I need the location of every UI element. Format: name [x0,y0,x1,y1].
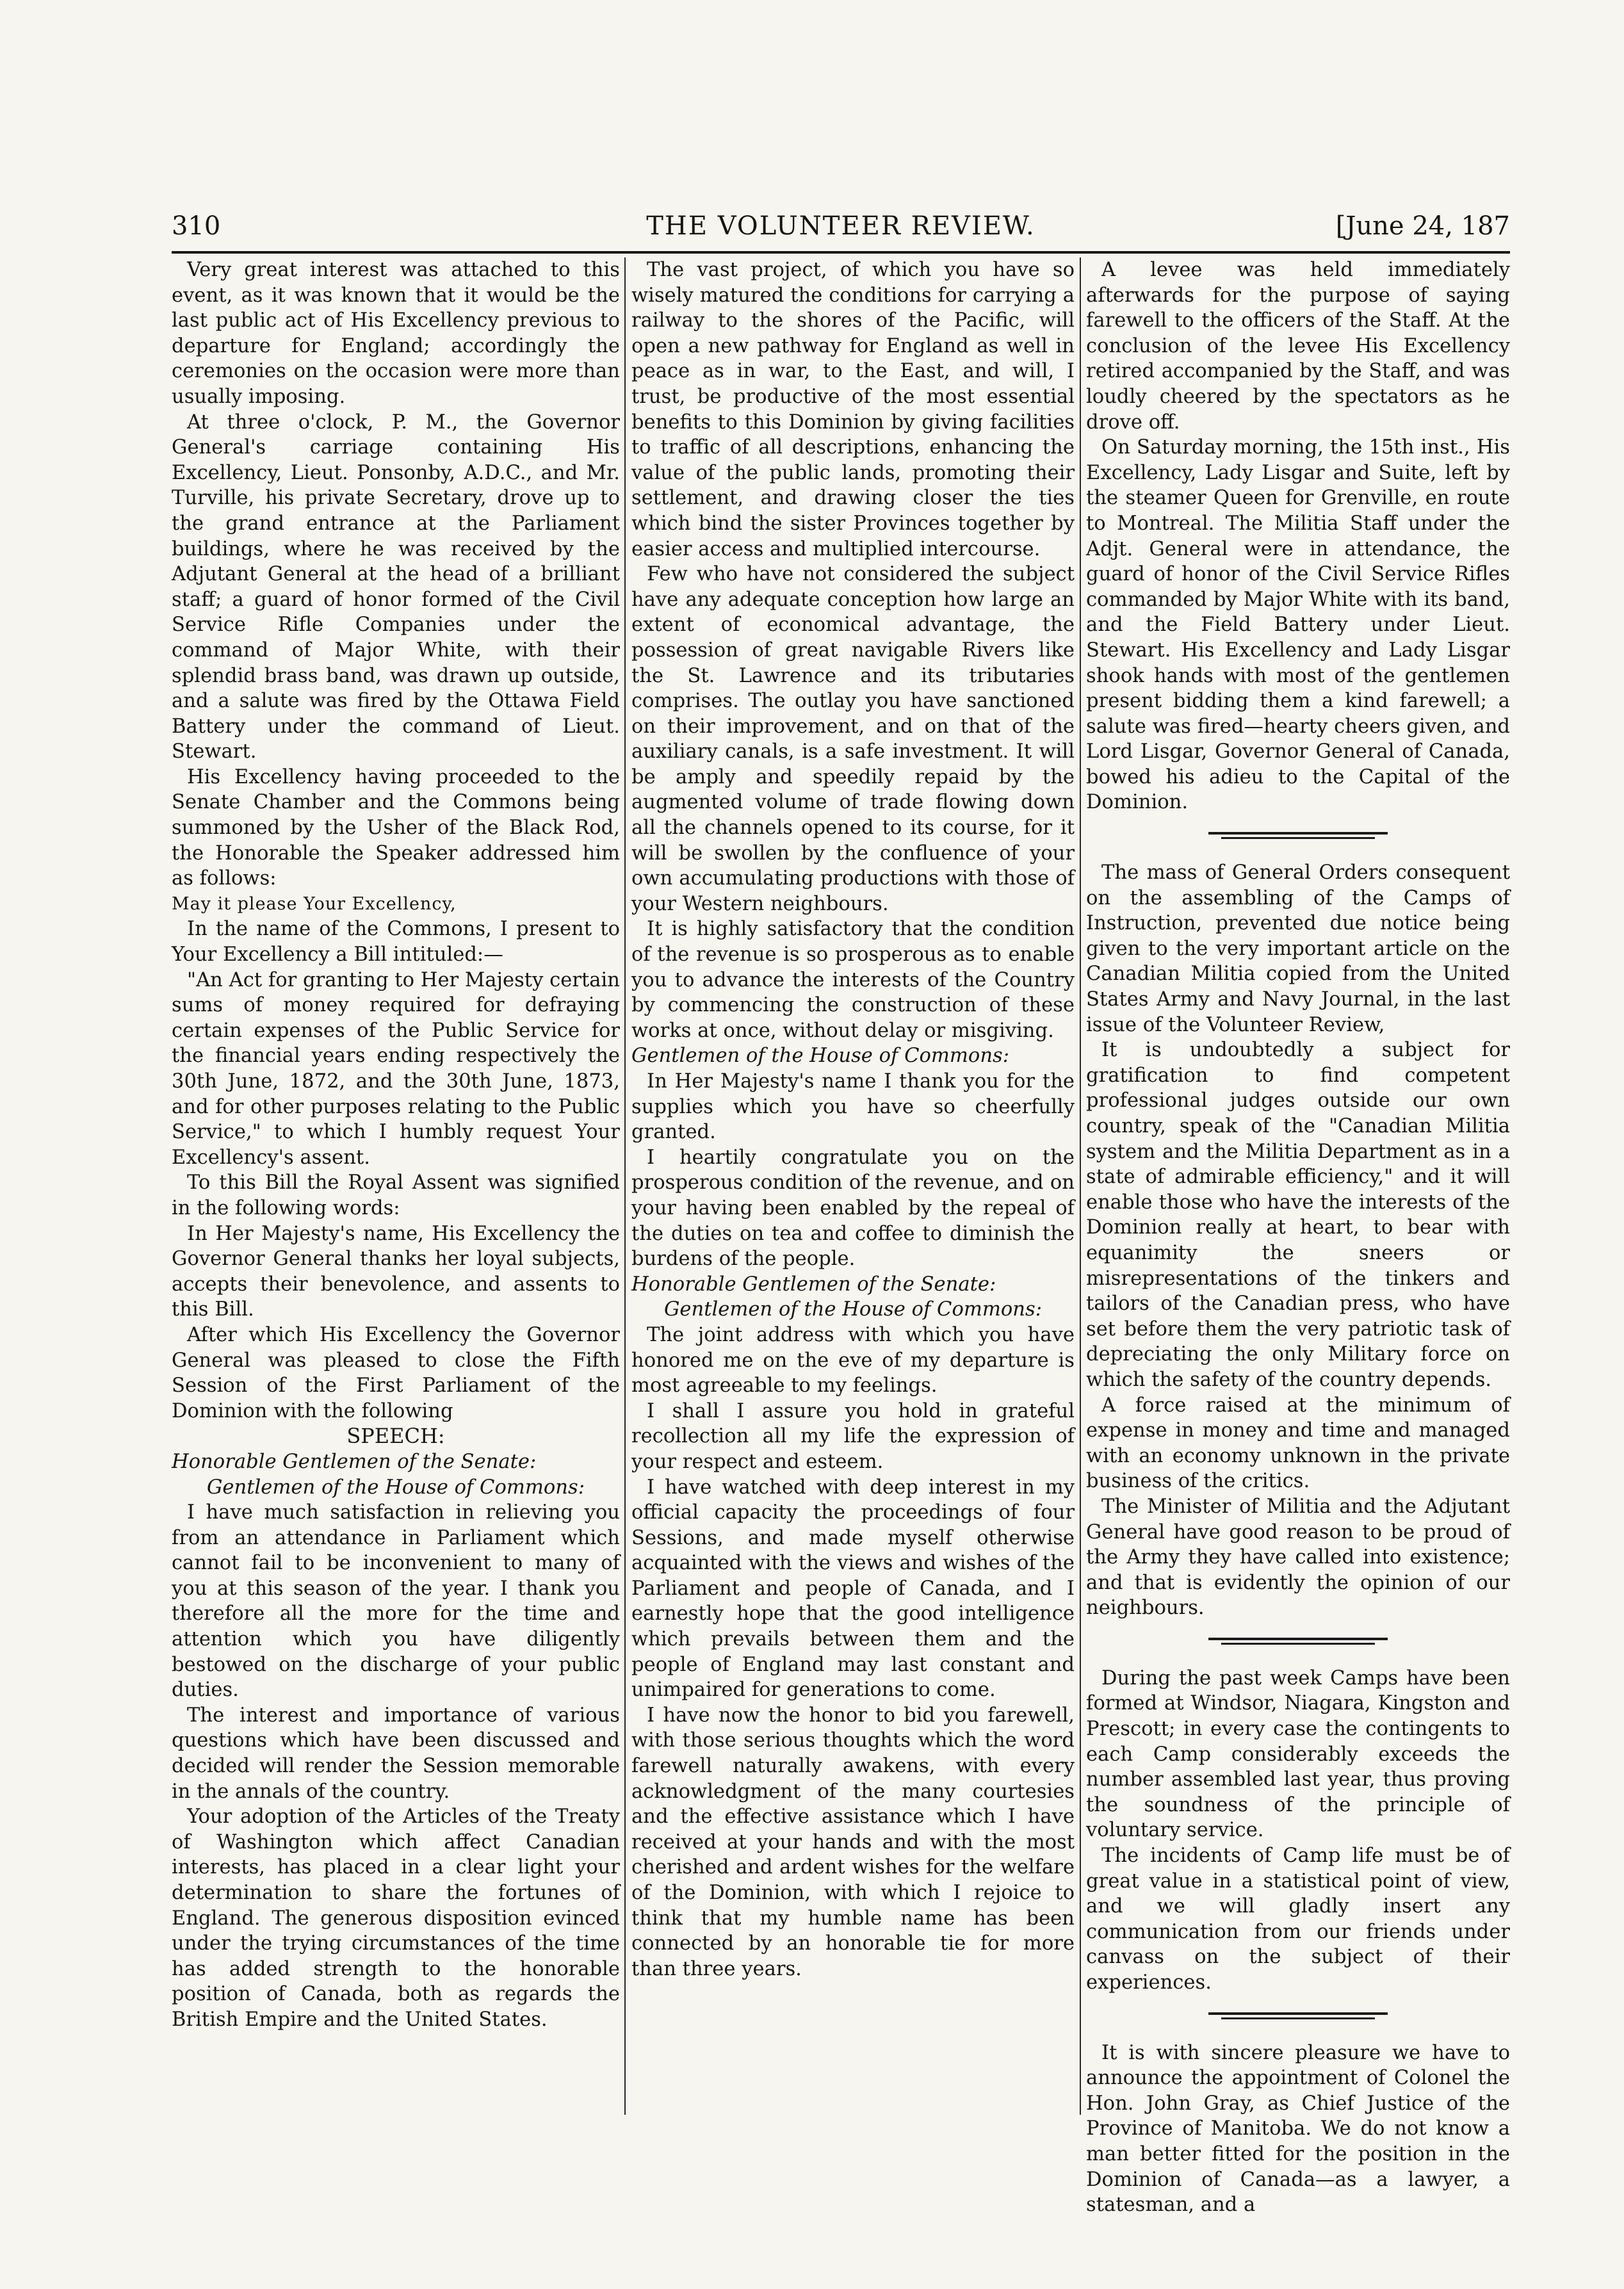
issue-date: [June 24, 187 [1335,211,1510,241]
paragraph: It is highly satisfactory that the condition of the revenue is so prosperous as to enable you to advance the interests of the Country by commencing the construction of these works at once, without delay or misgiving. [631,918,1075,1042]
paragraph: At three o'clock, P. M., the Governor General's carriage containing His Excellency, Lieut. Ponsonby, A.D.C., and Mr. Turville, his private Secretary, drove up to the grand entrance at the Parliament buildings, where he was received by the Adjutant General at the head of a brilliant staff; a guard of honor formed of the Civil Service Rifle Companies under the command of Major White, with their splendid brass band, was drawn up outside, and a salute was fired by the Ottawa Field Battery under the command of Lieut. Stewart. [172,411,620,763]
paragraph: To this Bill the Royal Assent was signified in the following words: [172,1171,620,1219]
section-divider [1208,2011,1388,2023]
paragraph: Your adoption of the Articles of the Treaty of Washington which affect Canadian interests, has placed in a clear light your determination to share the fortunes of England. The generous disposition evinced under the trying circumstances of the time has added strength to the honorable position of Canada, both as regards the British Empire and the United States. [172,1805,620,2031]
paragraph: I heartily congratulate you on the prosperous condition of the revenue, and on your having been enabled by the repeal of the duties on tea and coffee to diminish the burdens of the people. [631,1146,1075,1271]
paragraph: "An Act for granting to Her Majesty certain sums of money required for defraying certain expenses of the Public Service for the financial years ending respectively the 30th June, 1872, and the 30th June, 1873, and for other purposes relating to the Public Service," to which I humbly request Your Excellency's assent. [172,968,620,1169]
paragraph: During the past week Camps have been formed at Windsor, Niagara, Kingston and Prescott; in every case the contingents to each Camp considerably exceeds the number assembled last year, thus proving the soundness of the principle of voluntary service. [1086,1666,1510,1842]
address-heading: Honorable Gentlemen of the Senate: [631,1273,996,1296]
paragraph: Few who have not considered the subject have any adequate conception how large an extent of economical advantage, the possession of great navigable Rivers like the St. Lawrence and its tributaries comprises. The outlay you have sanctioned on their improvement, and on that of the auxiliary canals, is a safe investment. It will be amply and speedily repaid by the augmented volume of trade flowing down all the channels opened to its course, for it will be swollen by the confluence of your own accumulating productions with those of your Western neighbours. [631,563,1075,915]
paragraph: The Minister of Militia and the Adjutant General have good reason to be proud of the Army they have called into existence; and that is evidently the opinion of our neighbours. [1086,1495,1510,1620]
paragraph: The mass of General Orders consequent on the assembling of the Camps of Instruction, prevented due notice being given to the very important article on the Canadian Militia copied from the United States Army and Navy Journal, in the last issue of the Volunteer Review, [1086,861,1510,1036]
paragraph: I have much satisfaction in relieving you from an attendance in Parliament which cannot fail to be inconvenient to many of you at this season of the year. I thank you therefore all the more for the time and attention which you have diligently bestowed on the discharge of your public duties. [172,1501,620,1702]
header-rule [172,251,1510,254]
page-header [172,211,1510,250]
address-heading: Honorable Gentlemen of the Senate: [172,1450,537,1473]
column-rule [1080,257,1081,2115]
section-divider [1208,831,1388,842]
address-heading: Gentlemen of the House of Commons: [206,1476,585,1499]
publication-title: THE VOLUNTEER REVIEW. [646,211,1035,241]
paragraph: A levee was held immediately afterwards for the purpose of saying farewell to the officers of the Staff. At the conclusion of the levee His Excellency retired accompanied by the Staff, and was loudly cheered by the spectators as he drove off. [1086,259,1510,434]
salutation: May it please Your Excellency, [172,893,457,914]
paragraph: On Saturday morning, the 15th inst., His Excellency, Lady Lisgar and Suite, left by the steamer Queen for Grenville, en route to Montreal. The Militia Staff under the Adjt. General were in attendance, the guard of honor of the Civil Service Rifles commanded by Major White with its band, and the Field Battery under Lieut. Stewart. His Excellency and Lady Lisgar shook hands with most of the gentlemen present bidding them a kind farewell; a salute was fired—hearty cheers given, and Lord Lisgar, Governor General of Canada, bowed his adieu to the Capital of the Dominion. [1086,436,1510,814]
column-right [1086,257,1510,2218]
address-heading: Gentlemen of the House of Commons: [631,1045,1010,1068]
paragraph: In Her Majesty's name I thank you for the supplies which you have so cheerfully granted. [631,1070,1075,1144]
paragraph: The interest and importance of various questions which have been discussed and decided will render the Session memorable in the annals of the country. [172,1704,620,1803]
paragraph: The vast project, of which you have so wisely matured the conditions for carrying a railway to the shores of the Pacific, will open a new pathway for England as well in peace as in war, to the East, and will, I trust, be productive of the most essential benefits to this Dominion by giving facilities to traffic of all descriptions, enhancing the value of the public lands, promoting their settlement, and drawing closer the ties which bind the sister Provinces together by easier access and multiplied intercourse. [631,259,1075,560]
section-heading: SPEECH: [346,1424,445,1449]
paragraph: In the name of the Commons, I present to Your Excellency a Bill intituled:— [172,918,620,966]
paragraph: Very great interest was attached to this event, as it was known that it would be the last public act of His Excellency previous to departure for England; accordingly the ceremonies on the occasion were more than usually imposing. [172,259,620,408]
paragraph: It is with sincere pleasure we have to announce the appointment of Colonel the Hon. John Gray, as Chief Justice of the Province of Manitoba. We do not know a man better fitted for the position in the Dominion of Canada—as a lawyer, a statesman, and a [1086,2041,1510,2217]
address-heading: Gentlemen of the House of Commons: [663,1298,1043,1321]
paragraph: A force raised at the minimum of expense in money and time and managed with an economy unknown in the private business of the critics. [1086,1394,1510,1493]
page-number: 310 [172,211,221,241]
paragraph: After which His Excellency the Governor General was pleased to close the Fifth Session of the First Parliament of the Dominion with the following [172,1323,620,1422]
paragraph: The incidents of Camp life must be of great value in a statistical point of view, and we will gladly insert any communication from our friends under canvass on the subject of their experiences. [1086,1845,1510,1994]
paragraph: I have now the honor to bid you farewell, with those serious thoughts which the word farewell naturally awakens, with every acknowledgment of the many courtesies and the effective assistance which I have received at your hands and with the most cherished and ardent wishes for the welfare of the Dominion, with which I rejoice to think that my humble name has been connected by an honorable tie for more than three years. [631,1704,1075,1980]
paragraph: His Excellency having proceeded to the Senate Chamber and the Commons being summoned by the Usher of the Black Rod, the Honorable the Speaker addressed him as follows: [172,765,620,890]
section-divider [1208,1636,1388,1648]
column-middle [631,257,1075,1982]
column-left [172,257,620,2033]
paragraph: It is undoubtedly a subject for gratification to find competent professional judges outside our own country, speak of the "Canadian Militia system and the Militia Department as in a state of admirable efficiency," and it will enable those who have the interests of the Dominion really at heart, to bear with equanimity the sneers or misrepresentations of the tinkers and tailors of the Canadian press, who have set before them the very patriotic task of depreciating the only Military force on which the safety of the country depends. [1086,1039,1510,1391]
paragraph: In Her Majesty's name, His Excellency the Governor General thanks her loyal subjects, accepts their benevolence, and assents to this Bill. [172,1222,620,1321]
paragraph: The joint address with which you have honored me on the eve of my departure is most agreeable to my feelings. [631,1323,1075,1397]
column-rule [624,257,626,2115]
paragraph: I shall I assure you hold in grateful recollection all my life the expression of your respect and esteem. [631,1399,1075,1473]
paragraph: I have watched with deep interest in my official capacity the proceedings of four Sessions, and made myself otherwise acquainted with the views and wishes of the Parliament and people of Canada, and I earnestly hope that the good intelligence which prevails between them and the people of England may last constant and unimpaired for generations to come. [631,1476,1075,1702]
